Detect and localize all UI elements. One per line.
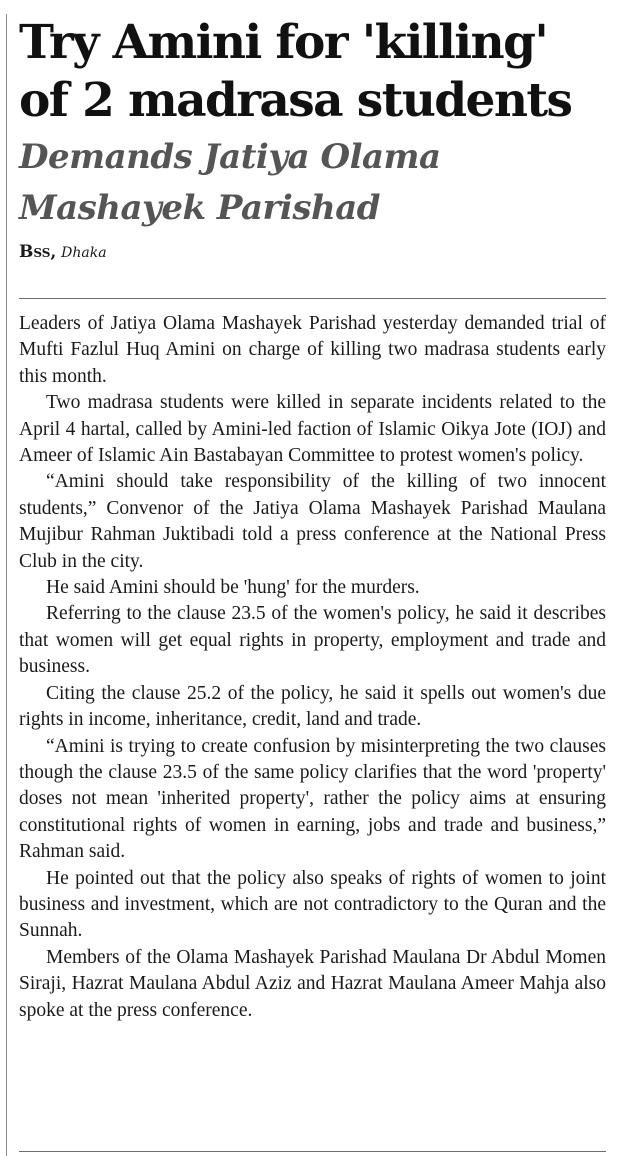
article-body [19, 311, 606, 1024]
byline [19, 242, 606, 263]
subheadline [19, 132, 606, 234]
paragraph: He said Amini should be 'hung' for the murders. [46, 577, 420, 599]
paragraph: He pointed out that the policy also speaks of rights of women to joint business and investment, which are not contradictory to the Quran and the Sunnah. [19, 867, 606, 942]
subheadline-line-1: Demands Jatiya Olama [19, 137, 441, 177]
article-header [19, 14, 606, 263]
paragraph: Leaders of Jatiya Olama Mashayek Parishad yesterday demanded trial of Mufti Fazlul Huq Amini on charge of killing two madrasa students early this month. [19, 313, 606, 387]
header-divider [19, 298, 606, 299]
subheadline-line-2: Mashayek Parishad [19, 188, 381, 228]
paragraph: Members of the Olama Mashayek Parishad Maulana Dr Abdul Momen Siraji, Hazrat Maulana Abdul Aziz and Hazrat Maulana Ameer Mahja also spoke at the press conference. [19, 946, 606, 1021]
paragraph: Referring to the clause 23.5 of the women's policy, he said it describes that women will get equal rights in property, employment and trade and business. [19, 603, 606, 678]
byline-dateline: Dhaka [61, 245, 107, 261]
paragraph: “Amini should take responsibility of the killing of two innocent students,” Convenor of the Jatiya Olama Mashayek Parishad Maulana Mujibur Rahman Juktibadi told a press conference at the National Press Club in the city. [19, 471, 606, 572]
paragraph: “Amini is trying to create confusion by misinterpreting the two clauses though the clause 23.5 of the same policy clarifies that the word 'property' doses not mean 'inherited property', rather the policy aims at ensuring constitutional rights of women in earning, jobs and trade and business,” Rahman said. [19, 735, 606, 863]
paragraph: Citing the clause 25.2 of the policy, he said it spells out women's due rights in income, inheritance, credit, land and trade. [19, 682, 606, 731]
footer-divider [19, 1151, 606, 1152]
headline-line-2: of 2 madrasa students [19, 73, 572, 128]
paragraph: Two madrasa students were killed in separate incidents related to the April 4 hartal, called by Amini-led faction of Islamic Oikya Jote (IOJ) and Ameer of Islamic Ain Bastabayan Committee to protest women's policy. [19, 392, 606, 467]
headline-line-1: Try Amini for 'killing' [19, 15, 548, 70]
headline [19, 14, 606, 130]
byline-agency: Bss, [19, 242, 57, 262]
column-left-rule [6, 14, 7, 1156]
